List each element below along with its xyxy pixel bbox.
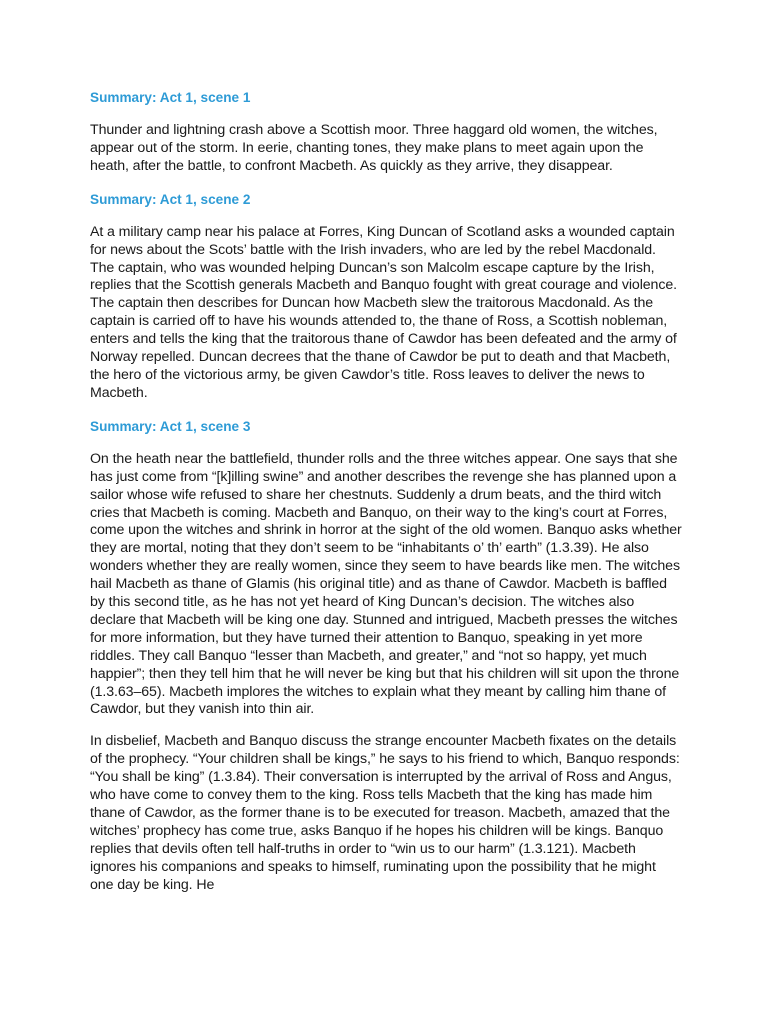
document-page — [90, 88, 682, 909]
section-scene-3 — [90, 417, 682, 895]
paragraph: On the heath near the battlefield, thunder rolls and the three witches appear. One says that she has just come from “[k]illing swine” and another describes the revenge she has planned upon a sailor whose wife refused to share her chestnuts. Suddenly a drum beats, and the third witch cries that Macbeth is coming. Macbeth and Banquo, on their way to the king’s court at Forres, come upon the witches and shrink in horror at the sight of the old women. Banquo asks whether they are mortal, noting that they don’t seem to be “inhabitants o’ th’ earth” (1.3.39). He also wonders whether they are really women, since they seem to have beards like men. The witches hail Macbeth as thane of Glamis (his original title) and as thane of Cawdor. Macbeth is baffled by this second title, as he has not yet heard of King Duncan’s decision. The witches also declare that Macbeth will be king one day. Stunned and intrigued, Macbeth presses the witches for more information, but they have turned their attention to Banquo, speaking in yet more riddles. They call Banquo “lesser than Macbeth, and greater,” and “not so happy, yet much happier”; then they tell him that he will never be king but that his children will sit upon the throne (1.3.63–65). Macbeth implores the witches to explain what they meant by calling him thane of Cawdor, but they vanish into thin air. — [90, 450, 682, 718]
paragraph: Thunder and lightning crash above a Scottish moor. Three haggard old women, the witches, appear out of the storm. In eerie, chanting tones, they make plans to meet again upon the heath, after the battle, to confront Macbeth. As quickly as they arrive, they disappear. — [90, 122, 658, 174]
section-heading: Summary: Act 1, scene 3 — [90, 418, 251, 434]
section-scene-2 — [90, 190, 682, 403]
section-heading: Summary: Act 1, scene 1 — [90, 90, 251, 105]
section-scene-1 — [90, 88, 682, 176]
section-heading: Summary: Act 1, scene 2 — [90, 191, 251, 207]
paragraph: At a military camp near his palace at Forres, King Duncan of Scotland asks a wounded captain for news about the Scots’ battle with the Irish invaders, who are led by the rebel Macdonald. The captain, who was wounded helping Duncan’s son Malcolm escape capture by the Irish, replies that the Scottish generals Macbeth and Banquo fought with great courage and violence. The captain then describes for Duncan how Macbeth slew the traitorous Macdonald. As the captain is carried off to have his wounds attended to, the thane of Ross, a Scottish nobleman, enters and tells the king that the traitorous thane of Cawdor has been defeated and the army of Norway repelled. Duncan decrees that the thane of Cawdor be put to death and that Macbeth, the hero of the victorious army, be given Cawdor’s title. Ross leaves to deliver the news to Macbeth. — [90, 223, 677, 401]
paragraph: In disbelief, Macbeth and Banquo discuss the strange encounter Macbeth fixates on the details of the prophecy. “Your children shall be kings,” he says to his friend to which, Banquo responds: “You shall be king” (1.3.84). Their conversation is interrupted by the arrival of Ross and Angus, who have come to convey them to the king. Ross tells Macbeth that the king has made him thane of Cawdor, as the former thane is to be executed for treason. Macbeth, amazed that the witches’ prophecy has come true, asks Banquo if he hopes his children will be kings. Banquo replies that devils often tell half-truths in order to “win us to our harm” (1.3.121). Macbeth ignores his companions and speaks to himself, ruminating upon the possibility that he might one day be king. He — [90, 733, 680, 893]
